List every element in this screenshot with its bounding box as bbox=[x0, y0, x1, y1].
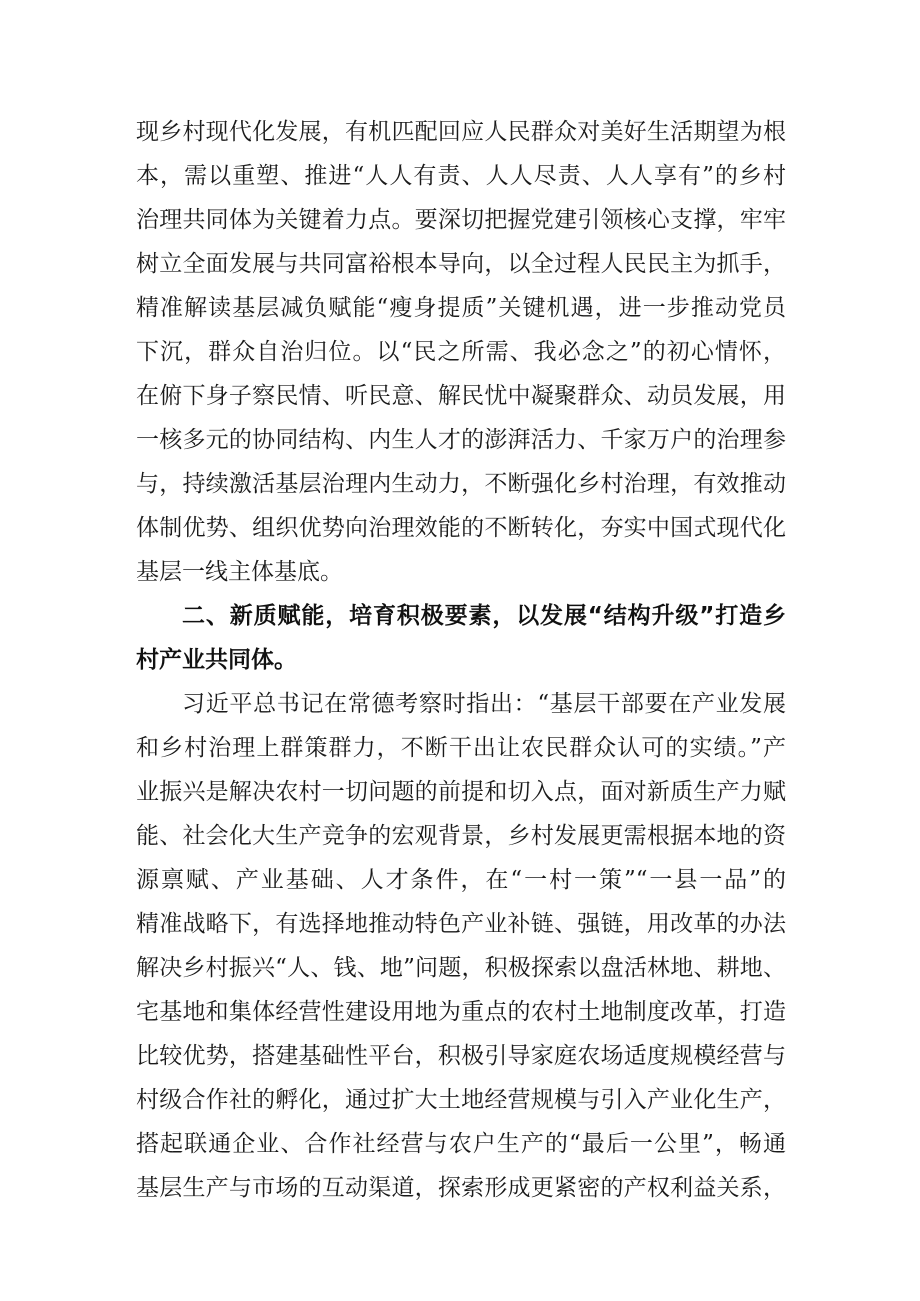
paragraph-2-line-1: 习近平总书记在常德考察时指出：“基层干部要在产业发展 bbox=[182, 691, 786, 717]
paragraph-1-line-11: 基层一线主体基底。 bbox=[136, 559, 343, 585]
paragraph-2-line-8: 宅基地和集体经营性建设用地为重点的农村土地制度改革，打造 bbox=[136, 999, 786, 1025]
paragraph-1-line-9: 与，持续激活基层治理内生动力，不断强化乡村治理，有效推动 bbox=[136, 471, 786, 497]
section-heading-line-2: 村产业共同体。 bbox=[136, 647, 297, 673]
paragraph-2-line-5: 源禀赋、产业基础、人才条件，在“一村一策”“一县一品”的 bbox=[136, 867, 786, 893]
paragraph-1-line-2: 本，需以重塑、推进“人人有责、人人尽责、人人享有”的乡村 bbox=[136, 163, 786, 189]
paragraph-1-line-6: 下沉，群众自治归位。以“民之所需、我必念之”的初心情怀， bbox=[136, 339, 786, 365]
paragraph-1-line-4: 树立全面发展与共同富裕根本导向，以全过程人民民主为抓手， bbox=[136, 251, 786, 277]
paragraph-2-line-2: 和乡村治理上群策群力，不断干出让农民群众认可的实绩。”产 bbox=[136, 735, 786, 761]
paragraph-2-line-9: 比较优势，搭建基础性平台，积极引导家庭农场适度规模经营与 bbox=[136, 1043, 786, 1069]
paragraph-1-line-3: 治理共同体为关键着力点。要深切把握党建引领核心支撑，牢牢 bbox=[136, 207, 786, 233]
section-heading-line-1: 二、新质赋能，培育积极要素，以发展“结构升级”打造乡 bbox=[182, 603, 786, 629]
paragraph-1-line-1: 现乡村现代化发展，有机匹配回应人民群众对美好生活期望为根 bbox=[136, 119, 786, 145]
paragraph-2-line-4: 能、社会化大生产竞争的宏观背景，乡村发展更需根据本地的资 bbox=[136, 823, 786, 849]
paragraph-1-line-7: 在俯下身子察民情、听民意、解民忧中凝聚群众、动员发展，用 bbox=[136, 383, 786, 409]
paragraph-2-line-12: 基层生产与市场的互动渠道，探索形成更紧密的产权利益关系， bbox=[136, 1175, 786, 1201]
paragraph-2-line-7: 解决乡村振兴“人、钱、地”问题，积极探索以盘活林地、耕地、 bbox=[136, 955, 786, 981]
paragraph-2-line-6: 精准战略下，有选择地推动特色产业补链、强链，用改革的办法 bbox=[136, 911, 786, 937]
paragraph-2-line-3: 业振兴是解决农村一切问题的前提和切入点，面对新质生产力赋 bbox=[136, 779, 786, 805]
paragraph-1-line-10: 体制优势、组织优势向治理效能的不断转化，夯实中国式现代化 bbox=[136, 515, 786, 541]
paragraph-1-line-8: 一核多元的协同结构、内生人才的澎湃活力、千家万户的治理参 bbox=[136, 427, 786, 453]
paragraph-1-line-5: 精准解读基层减负赋能“瘦身提质”关键机遇，进一步推动党员 bbox=[136, 295, 786, 321]
paragraph-2-line-11: 搭起联通企业、合作社经营与农户生产的“最后一公里”，畅通 bbox=[136, 1131, 786, 1157]
paragraph-2-line-10: 村级合作社的孵化，通过扩大土地经营规模与引入产业化生产， bbox=[136, 1087, 786, 1113]
